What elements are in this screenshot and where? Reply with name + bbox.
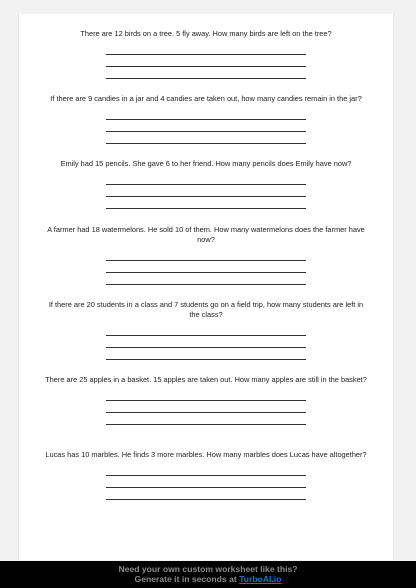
answer-lines bbox=[106, 108, 306, 144]
question-2 bbox=[43, 94, 369, 144]
answer-line[interactable] bbox=[106, 185, 306, 197]
answer-lines bbox=[106, 324, 306, 360]
answer-line[interactable] bbox=[106, 132, 306, 144]
answer-lines bbox=[106, 464, 306, 500]
answer-lines bbox=[106, 389, 306, 425]
answer-line[interactable] bbox=[106, 401, 306, 413]
answer-line[interactable] bbox=[106, 43, 306, 55]
promo-banner bbox=[0, 561, 416, 588]
question-4 bbox=[43, 225, 369, 285]
answer-line[interactable] bbox=[106, 389, 306, 401]
question-text: There are 12 birds on a tree. 5 fly away. How many birds are left on the tree? bbox=[80, 29, 332, 38]
answer-lines bbox=[106, 249, 306, 285]
question-3 bbox=[43, 159, 369, 209]
answer-line[interactable] bbox=[106, 197, 306, 209]
question-7 bbox=[43, 450, 369, 500]
question-text: If there are 20 students in a class and 7 students go on a field trip, how many students are left in the class? bbox=[48, 300, 364, 319]
answer-line[interactable] bbox=[106, 67, 306, 79]
answer-line[interactable] bbox=[106, 261, 306, 273]
answer-line[interactable] bbox=[106, 348, 306, 360]
answer-line[interactable] bbox=[106, 249, 306, 261]
promo-prefix: Generate it in seconds at bbox=[134, 574, 240, 584]
answer-lines bbox=[106, 173, 306, 209]
question-text: A farmer had 18 watermelons. He sold 10 of them. How many watermelons does the farmer have now? bbox=[47, 225, 365, 244]
answer-line[interactable] bbox=[106, 464, 306, 476]
question-text: Emily had 15 pencils. She gave 6 to her friend. How many pencils does Emily have now? bbox=[60, 159, 352, 168]
question-text: There are 25 apples in a basket. 15 apples are taken out. How many apples are still in the basket? bbox=[45, 375, 367, 384]
promo-headline: Need your own custom worksheet like this? bbox=[118, 564, 298, 574]
answer-line[interactable] bbox=[106, 336, 306, 348]
question-1 bbox=[43, 29, 369, 79]
answer-line[interactable] bbox=[106, 55, 306, 67]
question-text: If there are 9 candies in a jar and 4 candies are taken out, how many candies remain in the jar? bbox=[50, 94, 362, 103]
promo-link[interactable]: TurboAI.io bbox=[239, 574, 282, 584]
answer-line[interactable] bbox=[106, 324, 306, 336]
answer-line[interactable] bbox=[106, 120, 306, 132]
promo-subline bbox=[0, 574, 416, 584]
question-6 bbox=[43, 375, 369, 425]
answer-line[interactable] bbox=[106, 488, 306, 500]
answer-lines bbox=[106, 43, 306, 79]
question-text: Lucas has 10 marbles. He finds 3 more marbles. How many marbles does Lucas have altogether? bbox=[45, 450, 367, 459]
answer-line[interactable] bbox=[106, 413, 306, 425]
answer-line[interactable] bbox=[106, 108, 306, 120]
answer-line[interactable] bbox=[106, 476, 306, 488]
answer-line[interactable] bbox=[106, 273, 306, 285]
question-5 bbox=[43, 300, 369, 360]
worksheet-page bbox=[18, 14, 394, 560]
answer-line[interactable] bbox=[106, 173, 306, 185]
